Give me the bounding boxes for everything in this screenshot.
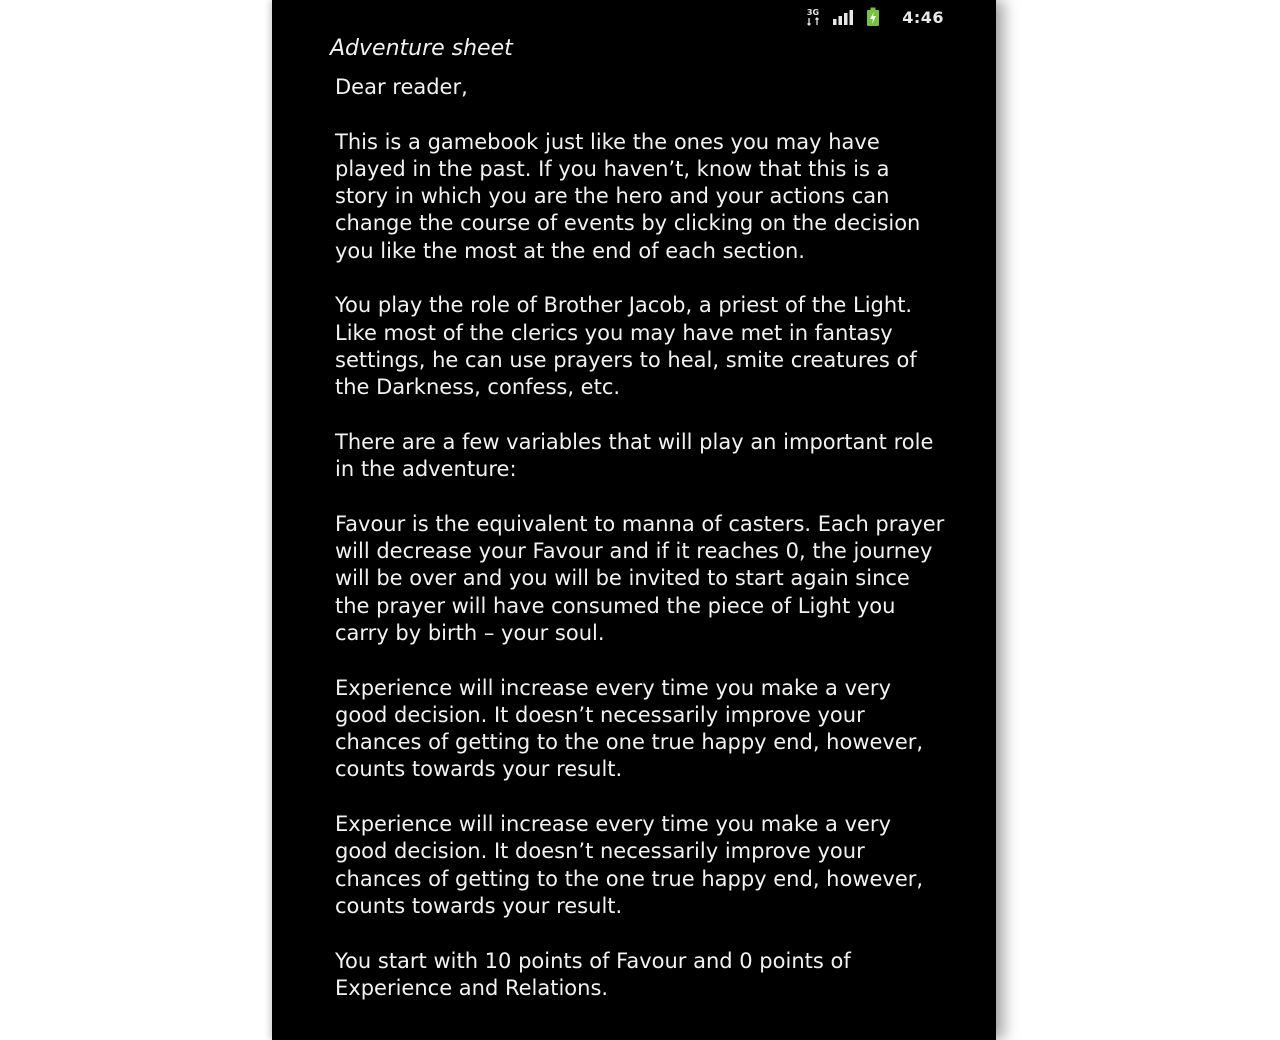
paragraph-greeting: Dear reader, [335,75,468,99]
status-bar [806,4,944,30]
page-title: Adventure sheet [330,36,513,61]
paragraph-starting-points: You start with 10 points of Favour and 0 points of Experience and Relations. [335,948,851,1000]
paragraph-variables: There are a few variables that will play an important role in the adventure: [335,429,934,482]
status-time: 4:46 [902,7,944,27]
paragraph-experience: Experience will increase every time you make a very good decision. It doesn’t necessarily improve your chances of getting to the one true happy end, however, counts towards your result. [335,675,924,782]
signal-bars-icon [832,8,854,26]
phone-screen [272,0,996,1040]
network-3g-label: 3G [807,8,820,17]
paragraph-favour: Favour is the equivalent to manna of casters. Each prayer will decrease your Favour and if it reaches 0, the journey will be over and you will be invited to start again since the prayer will have consumed the piece of Light you carry by birth – your soul. [335,511,945,645]
adventure-sheet-text [335,74,945,1029]
battery-charging-icon [866,7,880,27]
paragraph-intro: This is a gamebook just like the ones you may have played in the past. If you haven’t, know that this is a story in which you are the hero and your actions can change the course of events by clicking on the decision you like the most at the end of each section. [335,129,921,263]
paragraph-experience-repeat: Experience will increase every time you make a very good decision. It doesn’t necessarily improve your chances of getting to the one true happy end, however, counts towards your result. [335,812,924,918]
network-3g-icon [806,7,820,27]
paragraph-role: You play the role of Brother Jacob, a priest of the Light. Like most of the clerics you may have met in fantasy settings, he can use prayers to heal, smite creatures of the Darkness, confess, etc. [335,293,917,400]
